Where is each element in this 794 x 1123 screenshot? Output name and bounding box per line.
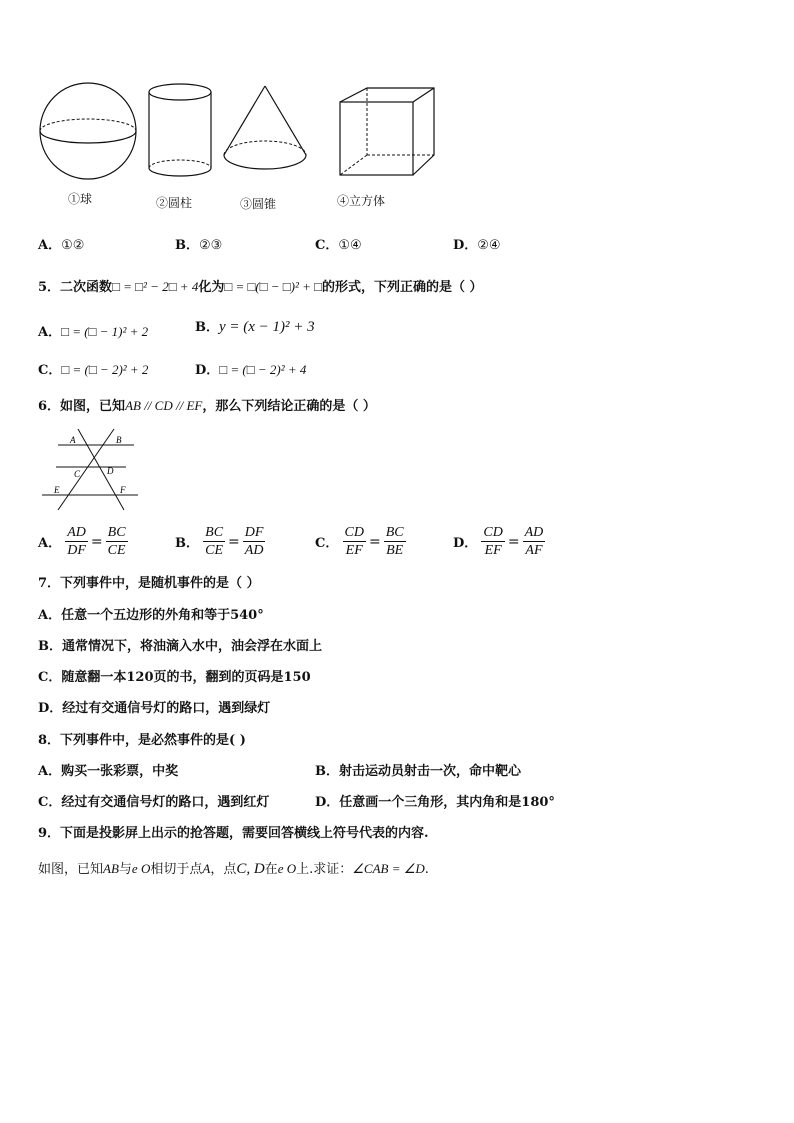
cylinder-shape	[149, 84, 211, 176]
q6-option-d: D． $\frac{CD}{EF}$ = $\frac{AD}{AF}$	[453, 525, 544, 558]
q8-option-a: A．购买一张彩票，中奖	[38, 764, 179, 779]
label-c: C	[74, 469, 81, 479]
label-d: D	[107, 466, 114, 476]
q8-option-c: C．经过有交通信号灯的路口，遇到红灯	[38, 795, 270, 810]
q4-option-b: B．②③	[175, 238, 223, 253]
cone-caption: ③圆锥	[240, 197, 277, 211]
q7-stem: 7．下列事件中，是随机事件的是（ ）	[38, 576, 260, 591]
q8-option-b: B．射击运动员射击一次，命中靶心	[315, 764, 521, 779]
q8-option-d: D．任意画一个三角形，其内角和是180°	[315, 795, 555, 810]
q7-option-a: A．任意一个五边形的外角和等于540°	[38, 608, 264, 623]
q5-option-a: A．□ = (□ − 1)² + 2	[38, 324, 149, 340]
q5-option-d: D．□ = (□ − 2)² + 4	[195, 362, 307, 378]
q5-option-b: B．y = (x − 1)² + 3	[195, 319, 315, 335]
sphere-shape	[40, 83, 136, 179]
q6-option-b: B． $\frac{BC}{CE}$ = $\frac{DF}{AD}$	[175, 525, 264, 558]
label-e: E	[54, 485, 60, 495]
q6-option-c: C． $\frac{CD}{EF}$ = $\frac{BC}{BE}$	[315, 525, 404, 558]
cube-caption: ④立方体	[337, 194, 386, 208]
solids-figure	[30, 80, 450, 190]
cylinder-caption: ②圆柱	[156, 196, 193, 210]
cone-shape	[224, 86, 306, 169]
q9-given: 如图，已知AB与e O相切于点A，点C, D在e O上.求证：∠CAB = ∠D.	[38, 861, 429, 877]
q5-option-c: C．□ = (□ − 2)² + 2	[38, 362, 149, 378]
q4-option-c: C．①④	[315, 238, 362, 253]
q8-stem: 8．下列事件中，是必然事件的是( )	[38, 733, 246, 748]
q6-stem: 6．如图，已知AB // CD // EF，那么下列结论正确的是（ ）	[38, 398, 376, 414]
q6-option-a: A． $\frac{AD}{DF}$ = $\frac{BC}{CE}$	[38, 525, 126, 558]
sphere-caption: ①球	[68, 192, 93, 206]
q5-stem: 5．二次函数□ = □² − 2□ + 4化为□ = □(□ − □)² + □的形式，下列正确的是（ ）	[38, 279, 483, 295]
parallel-lines-figure	[38, 425, 142, 515]
q9-stem: 9．下面是投影屏上出示的抢答题，需要回答横线上符号代表的内容.	[38, 826, 429, 841]
q7-option-b: B．通常情况下，将油滴入水中，油会浮在水面上	[38, 639, 322, 654]
q4-option-d: D．②④	[453, 238, 501, 253]
label-f: F	[120, 485, 126, 495]
cube-shape	[340, 88, 434, 175]
q7-option-c: C．随意翻一本120页的书，翻到的页码是150	[38, 670, 311, 685]
q4-option-a: A．①②	[38, 238, 85, 253]
q7-option-d: D．经过有交通信号灯的路口，遇到绿灯	[38, 701, 271, 716]
label-a: A	[70, 435, 76, 445]
label-b: B	[116, 435, 122, 445]
